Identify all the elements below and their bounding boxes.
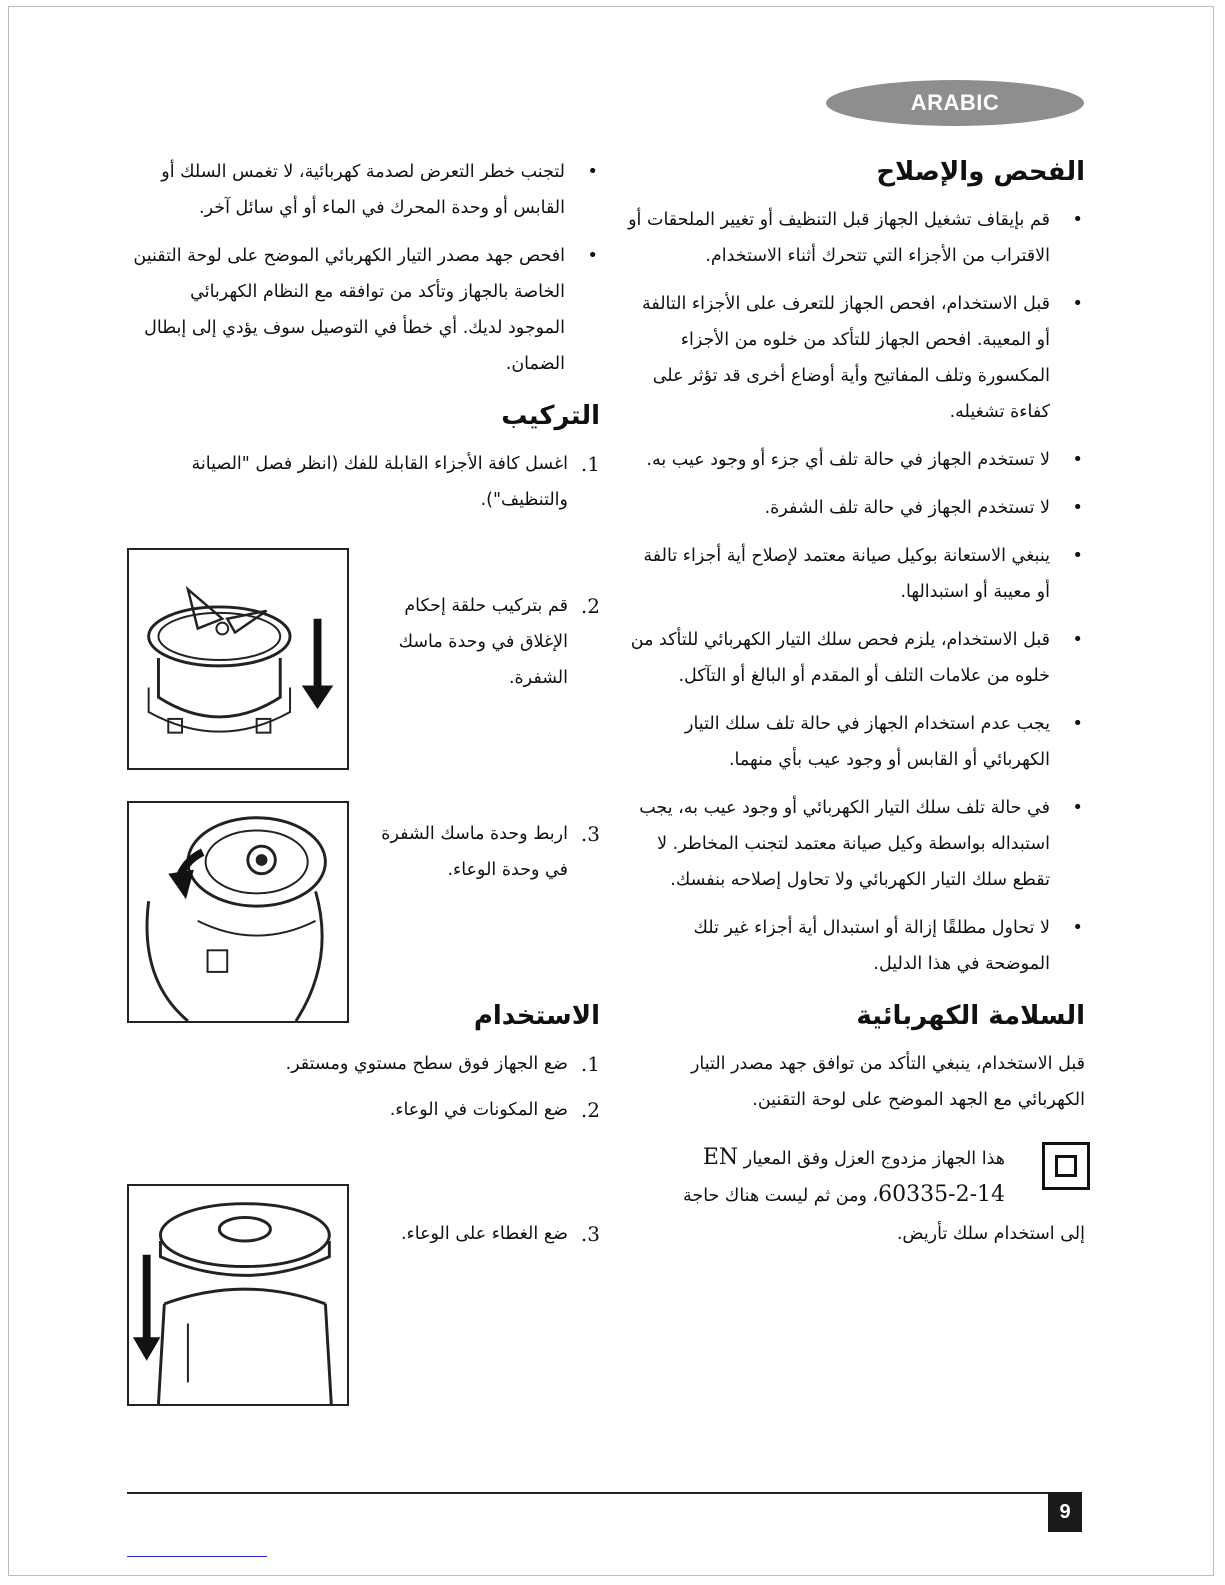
double-insulation-note [625,1140,1085,1252]
step-number: 2. [580,1098,600,1122]
insulation-line-b: ، ومن ثم ليست هناك حاجة [683,1186,879,1206]
lid-icon [129,1186,347,1404]
usage-step [130,1092,600,1128]
list-item: • قم بإيقاف تشغيل الجهاز قبل التنظيف أو تغيير الملحقات أو الاقتراب من الأجزاء التي تتحرك أثناء الاستخدام. [625,202,1085,274]
blade-holder-icon [129,550,347,768]
step-text: قم بتركيب حلقة إحكام الإغلاق في وحدة ماسك الشفرة. [398,596,568,688]
step-number: 3. [580,1222,600,1246]
list-item: • يجب عدم استخدام الجهاز في حالة تلف سلك التيار الكهربائي أو القابس أو وجود عيب بأي منهما. [625,706,1085,778]
double-insulation-icon [1042,1142,1090,1190]
list-item: • افحص جهد مصدر التيار الكهربائي الموضح على لوحة التقنين الخاصة بالجهاز وتأكد من توافقه مع النظام الكهربائي الموجود لديك. أي خطأ في التوصيل سوف يؤدي إلى إبطال الضمان. [130,238,600,382]
list-item: • قبل الاستخدام، يلزم فحص سلك التيار الكهربائي للتأكد من خلوه من علامات التلف أو المقدم أو البالغ أو التآكل. [625,622,1085,694]
safety-continued-list [130,154,600,382]
standard-prefix: EN [702,1145,739,1170]
list-item: • لا تحاول مطلقًا إزالة أو استبدال أية أجزاء غير تلك الموضحة في هذا الدليل. [625,910,1085,982]
usage-heading: الاستخدام [473,1001,600,1031]
usage-step [130,1046,600,1082]
step-number: 1. [580,1052,600,1076]
list-item: • ينبغي الاستعانة بوكيل صيانة معتمد لإصلاح أية أجزاء تالفة أو معيبة أو استبدالها. [625,538,1085,610]
step-number: 2. [580,594,600,618]
list-item: • لا تستخدم الجهاز في حالة تلف أي جزء أو وجود عيب به. [625,442,1085,478]
jar-assembly-icon [129,803,347,1021]
lid-jar-illustration [127,1184,349,1406]
double-insulation-text [625,1140,1085,1214]
inspection-heading: الفحص والإصلاح [876,157,1085,187]
electrical-safety-text: قبل الاستخدام، ينبغي التأكد من توافق جهد مصدر التيار الكهربائي مع الجهد الموضح على لوحة التقنين. [690,1054,1085,1110]
blade-holder-jar-illustration [127,801,349,1023]
assembly-heading: التركيب [501,401,600,431]
list-item: • لتجنب خطر التعرض لصدمة كهربائية، لا تغمس السلك أو القابس أو وحدة المحرك في الماء أو أي سائل آخر. [130,154,600,226]
step-text: ضع الجهاز فوق سطح مستوي ومستقر. [285,1054,568,1074]
step-text: ضع الغطاء على الوعاء. [400,1224,568,1244]
step-text: اغسل كافة الأجزاء القابلة للفك (انظر فصل "الصيانة والتنظيف"). [191,454,568,510]
language-badge: ARABIC [826,80,1084,126]
list-item: • قبل الاستخدام، افحص الجهاز للتعرف على الأجزاء التالفة أو المعيبة. افحص الجهاز للتأكد من خلوه من الأجزاء المكسورة وتلف المفاتيح وأية أوضاع أخرى قد تؤثر على كفاءة تشغيله. [625,286,1085,430]
footer-underline [127,1556,267,1557]
step-number: 1. [580,452,600,476]
footer-rule [127,1492,1082,1494]
step-text: اربط وحدة ماسك الشفرة في وحدة الوعاء. [381,824,568,880]
list-item: • لا تستخدم الجهاز في حالة تلف الشفرة. [625,490,1085,526]
standard-number: 60335-2-14 [878,1182,1005,1207]
insulation-line-c: إلى استخدام سلك تأريض. [896,1224,1085,1244]
insulation-line-a: هذا الجهاز مزدوج العزل وفق المعيار [743,1149,1005,1169]
right-column [625,150,1085,1252]
assembly-step [130,446,600,518]
step-text: ضع المكونات في الوعاء. [389,1100,568,1120]
inspection-list [625,202,1085,982]
page-number: 9 [1048,1492,1082,1532]
seal-ring-illustration [127,548,349,770]
step-number: 3. [580,822,600,846]
list-item: • في حالة تلف سلك التيار الكهربائي أو وجود عيب به، يجب استبداله بواسطة وكيل صيانة معتمد لتجنب المخاطر. لا تقطع سلك التيار الكهربائي ولا تحاول إصلاحه بنفسك. [625,790,1085,898]
electrical-safety-heading: السلامة الكهربائية [856,1001,1085,1031]
